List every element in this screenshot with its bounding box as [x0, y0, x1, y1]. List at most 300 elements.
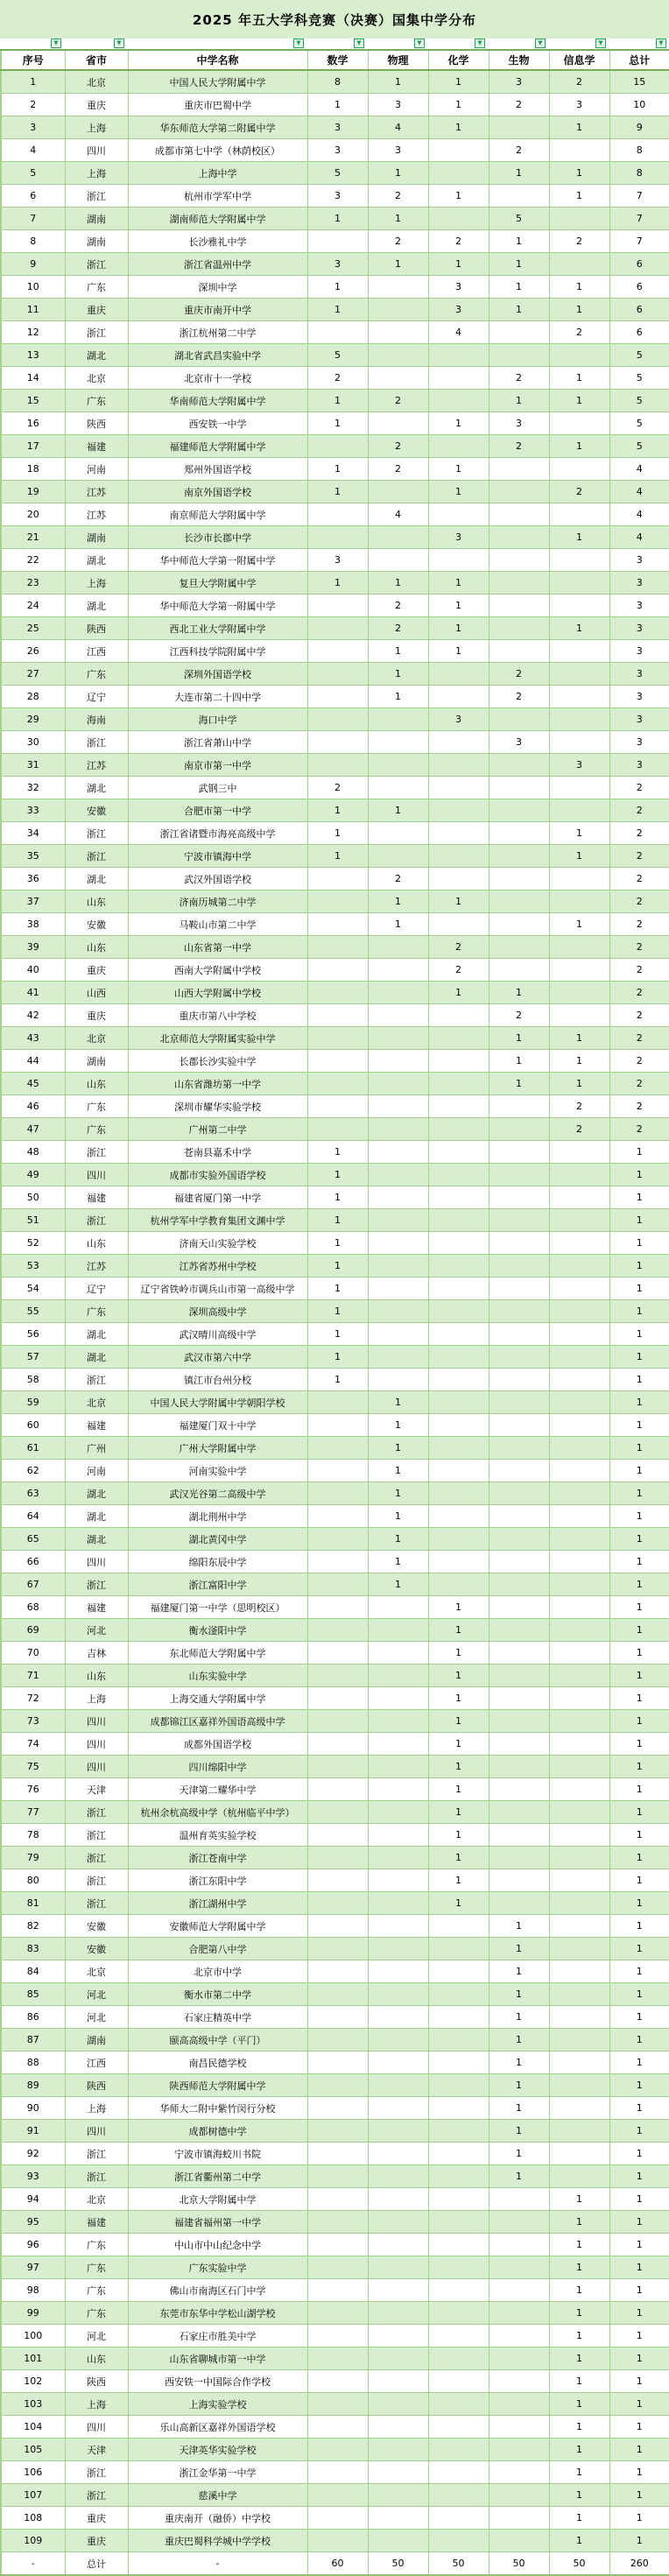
cell-school: 中国人民大学附属中学	[128, 70, 307, 94]
cell-biology	[489, 2416, 549, 2439]
cell-informatics	[549, 1209, 609, 1232]
cell-informatics	[549, 1687, 609, 1710]
cell-physics	[368, 936, 428, 959]
cell-total: 1	[609, 2256, 669, 2279]
cell-physics	[368, 276, 428, 299]
cell-school: 长沙雅礼中学	[128, 230, 307, 253]
cell-total: 2	[609, 959, 669, 982]
table-row	[1, 526, 669, 549]
cell-index: 106	[1, 2461, 65, 2484]
cell-informatics	[549, 686, 609, 708]
cell-physics: 4	[368, 116, 428, 139]
cell-chemistry: 1	[428, 481, 489, 503]
cell-total: 2	[609, 777, 669, 799]
table-row	[1, 1938, 669, 1960]
cell-total: 1	[609, 2393, 669, 2416]
cell-school: 重庆市第八中学校	[128, 1004, 307, 1027]
cell-informatics: 1	[549, 2188, 609, 2211]
cell-informatics	[549, 572, 609, 595]
cell-biology	[489, 1687, 549, 1710]
cell-index: 43	[1, 1027, 65, 1050]
cell-school: 浙江湖州中学	[128, 1892, 307, 1915]
cell-school: 湖北黄冈中学	[128, 1528, 307, 1551]
cell-biology	[489, 913, 549, 936]
cell-math	[307, 640, 368, 663]
cell-informatics	[549, 1277, 609, 1300]
filter-button-province[interactable]	[114, 39, 124, 48]
cell-informatics	[549, 2143, 609, 2165]
cell-math	[307, 1482, 368, 1505]
cell-math: 1	[307, 822, 368, 845]
cell-biology: 1	[489, 2097, 549, 2120]
cell-chemistry	[428, 503, 489, 526]
cell-province: 江苏	[65, 503, 128, 526]
cell-school: 温州育英实验学校	[128, 1824, 307, 1847]
cell-physics: 1	[368, 640, 428, 663]
cell-biology	[489, 503, 549, 526]
cell-informatics	[549, 1232, 609, 1255]
cell-province: 浙江	[65, 845, 128, 868]
cell-total: 1	[609, 2484, 669, 2507]
filter-button-index[interactable]	[51, 39, 61, 48]
cell-biology: 2	[489, 663, 549, 686]
cell-index: 109	[1, 2530, 65, 2552]
cell-physics: 2	[368, 868, 428, 890]
cell-math	[307, 2120, 368, 2143]
filter-button-biology[interactable]	[535, 39, 546, 48]
cell-school: 福建省福州第一中学	[128, 2211, 307, 2234]
cell-chemistry	[428, 344, 489, 367]
cell-physics	[368, 845, 428, 868]
page-title: 2025 年五大学科竞赛（决赛）国集中学分布	[193, 11, 476, 28]
table-row	[1, 503, 669, 526]
table-row	[1, 1824, 669, 1847]
col-header-total: 总计	[609, 50, 669, 70]
cell-math	[307, 2097, 368, 2120]
cell-total: 1	[609, 1847, 669, 1869]
cell-province: 上海	[65, 162, 128, 185]
cell-chemistry	[428, 208, 489, 230]
cell-biology	[489, 2325, 549, 2347]
cell-informatics	[549, 1665, 609, 1687]
cell-chemistry: 1	[428, 1824, 489, 1847]
cell-chemistry	[428, 1551, 489, 1573]
cell-informatics	[549, 253, 609, 276]
table-row	[1, 1847, 669, 1869]
cell-total: 1	[609, 1619, 669, 1642]
table-row	[1, 936, 669, 959]
table-row	[1, 70, 669, 94]
cell-math	[307, 1960, 368, 1983]
cell-index: 107	[1, 2484, 65, 2507]
cell-index: 45	[1, 1073, 65, 1095]
cell-total: 1	[609, 1141, 669, 1164]
cell-physics	[368, 367, 428, 390]
table-row	[1, 1118, 669, 1141]
cell-physics: 1	[368, 1551, 428, 1573]
cell-province: 江苏	[65, 754, 128, 777]
cell-informatics	[549, 1255, 609, 1277]
table-row	[1, 1323, 669, 1346]
cell-school: 合肥第八中学	[128, 1938, 307, 1960]
cell-chemistry	[428, 2279, 489, 2302]
cell-math	[307, 1414, 368, 1437]
cell-province: 浙江	[65, 321, 128, 344]
cell-chemistry	[428, 777, 489, 799]
table-row	[1, 1300, 669, 1323]
cell-school: 杭州学军中学教育集团文渊中学	[128, 1209, 307, 1232]
cell-biology	[489, 481, 549, 503]
cell-total: 1	[609, 1346, 669, 1369]
cell-chemistry	[428, 1983, 489, 2006]
cell-math	[307, 435, 368, 458]
cell-school: 颐高高级中学（平门）	[128, 2029, 307, 2052]
cell-province: 广东	[65, 276, 128, 299]
cell-biology: 1	[489, 390, 549, 412]
cell-biology	[489, 2507, 549, 2530]
cell-index: 44	[1, 1050, 65, 1073]
cell-province: 广东	[65, 390, 128, 412]
cell-province: 广东	[65, 2234, 128, 2256]
cell-informatics: 1	[549, 2393, 609, 2416]
cell-province: 江西	[65, 640, 128, 663]
cell-school: 华东师范大学第二附属中学	[128, 116, 307, 139]
cell-chemistry	[428, 1414, 489, 1437]
cell-province: 福建	[65, 1596, 128, 1619]
cell-school: 深圳高级中学	[128, 1300, 307, 1323]
cell-province: 北京	[65, 70, 128, 94]
cell-physics: 2	[368, 390, 428, 412]
cell-biology	[489, 1346, 549, 1369]
cell-index: 42	[1, 1004, 65, 1027]
cell-math: 1	[307, 1323, 368, 1346]
cell-index: 85	[1, 1983, 65, 2006]
cell-informatics	[549, 1710, 609, 1733]
cell-informatics	[549, 208, 609, 230]
cell-province: 四川	[65, 1164, 128, 1186]
cell-school: 深圳外国语学校	[128, 663, 307, 686]
cell-index: 89	[1, 2074, 65, 2097]
table-row	[1, 1437, 669, 1460]
cell-province: 浙江	[65, 185, 128, 208]
table-row	[1, 2416, 669, 2439]
cell-physics	[368, 1687, 428, 1710]
table-row	[1, 94, 669, 116]
cell-total: 10	[609, 94, 669, 116]
cell-biology: 1	[489, 1027, 549, 1050]
cell-index: 25	[1, 617, 65, 640]
cell-chemistry	[428, 2325, 489, 2347]
cell-province: 湖南	[65, 208, 128, 230]
cell-physics: 1	[368, 1528, 428, 1551]
cell-chemistry	[428, 2006, 489, 2029]
cell-physics	[368, 2165, 428, 2188]
cell-school: 安徽师范大学附属中学	[128, 1915, 307, 1938]
cell-chemistry: 1	[428, 1665, 489, 1687]
cell-province: 湖北	[65, 595, 128, 617]
cell-math: 3	[307, 116, 368, 139]
cell-math: 1	[307, 390, 368, 412]
cell-informatics	[549, 1824, 609, 1847]
filter-dropdown-icon: ▼	[53, 39, 59, 46]
cell-school: 杭州余杭高级中学（杭州临平中学）	[128, 1801, 307, 1824]
cell-informatics	[549, 2052, 609, 2074]
cell-physics: 4	[368, 503, 428, 526]
cell-chemistry	[428, 367, 489, 390]
cell-index: 88	[1, 2052, 65, 2074]
cell-province: 天津	[65, 1778, 128, 1801]
cell-biology: 1	[489, 1915, 549, 1938]
cell-index: 75	[1, 1756, 65, 1778]
cell-biology	[489, 640, 549, 663]
cell-informatics	[549, 2097, 609, 2120]
cell-biology	[489, 572, 549, 595]
cell-index: 7	[1, 208, 65, 230]
table-row	[1, 1255, 669, 1277]
cell-math: 1	[307, 1232, 368, 1255]
filter-button-chemistry[interactable]	[475, 39, 485, 48]
cell-physics: 1	[368, 663, 428, 686]
cell-math	[307, 2234, 368, 2256]
cell-math	[307, 1460, 368, 1482]
cell-informatics	[549, 1778, 609, 1801]
cell-biology	[489, 868, 549, 890]
cell-school: 乐山高新区嘉祥外国语学校	[128, 2416, 307, 2439]
cell-total: 1	[609, 1505, 669, 1528]
cell-physics	[368, 2256, 428, 2279]
cell-biology	[489, 2256, 549, 2279]
cell-province: 重庆	[65, 959, 128, 982]
cell-province: 总计	[65, 2552, 128, 2576]
cell-informatics	[549, 982, 609, 1004]
cell-total: 1	[609, 2347, 669, 2370]
filter-button-total[interactable]	[656, 39, 666, 48]
cell-physics	[368, 2029, 428, 2052]
cell-province: 福建	[65, 1414, 128, 1437]
cell-biology: 1	[489, 1050, 549, 1073]
cell-biology	[489, 1482, 549, 1505]
cell-index: 9	[1, 253, 65, 276]
cell-biology	[489, 1892, 549, 1915]
cell-physics: 2	[368, 435, 428, 458]
cell-informatics	[549, 708, 609, 731]
cell-chemistry	[428, 799, 489, 822]
cell-school: 重庆南开（融侨）中学校	[128, 2507, 307, 2530]
cell-chemistry: 1	[428, 70, 489, 94]
cell-index: 68	[1, 1596, 65, 1619]
cell-index: 61	[1, 1437, 65, 1460]
table-row	[1, 2211, 669, 2234]
cell-informatics	[549, 1596, 609, 1619]
cell-informatics	[549, 959, 609, 982]
cell-province: 北京	[65, 2188, 128, 2211]
cell-total: 5	[609, 435, 669, 458]
cell-informatics: 1	[549, 2484, 609, 2507]
cell-informatics	[549, 412, 609, 435]
cell-school: 江西科技学院附属中学	[128, 640, 307, 663]
cell-school: 浙江省温州中学	[128, 253, 307, 276]
cell-physics	[368, 1277, 428, 1300]
cell-total: 1	[609, 1665, 669, 1687]
table-row	[1, 2074, 669, 2097]
table-row	[1, 708, 669, 731]
cell-province: 四川	[65, 1710, 128, 1733]
cell-informatics	[549, 1414, 609, 1437]
cell-chemistry	[428, 913, 489, 936]
col-header-physics: 物理	[368, 50, 428, 70]
cell-physics: 1	[368, 799, 428, 822]
cell-biology: 2	[489, 435, 549, 458]
cell-biology: 1	[489, 2165, 549, 2188]
cell-math	[307, 890, 368, 913]
cell-province: 河北	[65, 1619, 128, 1642]
cell-informatics	[549, 1869, 609, 1892]
table-row	[1, 1414, 669, 1437]
cell-physics	[368, 1756, 428, 1778]
cell-school: 华中师范大学第一附属中学	[128, 549, 307, 572]
cell-province: 河北	[65, 2006, 128, 2029]
table-row	[1, 982, 669, 1004]
cell-index: 8	[1, 230, 65, 253]
cell-school: 成都外国语学校	[128, 1733, 307, 1756]
cell-school: 浙江省衢州第二中学	[128, 2165, 307, 2188]
cell-school: 广东实验中学	[128, 2256, 307, 2279]
cell-chemistry	[428, 1938, 489, 1960]
cell-informatics: 1	[549, 2347, 609, 2370]
cell-province: 重庆	[65, 94, 128, 116]
cell-informatics	[549, 799, 609, 822]
cell-chemistry	[428, 1391, 489, 1414]
cell-total: 1	[609, 2165, 669, 2188]
cell-index: 73	[1, 1710, 65, 1733]
cell-chemistry	[428, 2256, 489, 2279]
cell-math: 5	[307, 162, 368, 185]
cell-chemistry: 1	[428, 595, 489, 617]
cell-chemistry	[428, 1027, 489, 1050]
cell-total: 1	[609, 1300, 669, 1323]
cell-school: 中山市中山纪念中学	[128, 2234, 307, 2256]
cell-index: 57	[1, 1346, 65, 1369]
cell-index: 26	[1, 640, 65, 663]
cell-chemistry: 2	[428, 959, 489, 982]
cell-math: 1	[307, 1346, 368, 1369]
cell-math	[307, 2530, 368, 2552]
cell-biology: 1	[489, 276, 549, 299]
table-row	[1, 299, 669, 321]
cell-physics	[368, 2279, 428, 2302]
cell-biology	[489, 549, 549, 572]
cell-index: 71	[1, 1665, 65, 1687]
cell-informatics	[549, 1960, 609, 1983]
cell-biology	[489, 1847, 549, 1869]
cell-total: 1	[609, 1573, 669, 1596]
cell-index: 77	[1, 1801, 65, 1824]
cell-chemistry: 1	[428, 94, 489, 116]
table-row	[1, 1801, 669, 1824]
cell-informatics	[549, 1801, 609, 1824]
cell-biology	[489, 1460, 549, 1482]
filter-button-informatics[interactable]	[595, 39, 606, 48]
filter-button-school[interactable]	[293, 39, 304, 48]
cell-math	[307, 2211, 368, 2234]
table-row	[1, 162, 669, 185]
cell-province: 福建	[65, 1186, 128, 1209]
cell-informatics: 1	[549, 1073, 609, 1095]
cell-province: 浙江	[65, 253, 128, 276]
cell-total: 1	[609, 1164, 669, 1186]
cell-total: 1	[609, 2006, 669, 2029]
table-row	[1, 731, 669, 754]
table-row	[1, 2165, 669, 2188]
cell-chemistry: 1	[428, 1756, 489, 1778]
table-row	[1, 1346, 669, 1369]
filter-button-physics[interactable]	[414, 39, 425, 48]
cell-total: 15	[609, 70, 669, 94]
cell-total: 1	[609, 2097, 669, 2120]
cell-province: 上海	[65, 1687, 128, 1710]
cell-total: 1	[609, 1801, 669, 1824]
cell-biology	[489, 1300, 549, 1323]
cell-index: 10	[1, 276, 65, 299]
cell-physics	[368, 1073, 428, 1095]
cell-province: 重庆	[65, 299, 128, 321]
cell-province: 湖北	[65, 1505, 128, 1528]
cell-school: 浙江金华第一中学	[128, 2461, 307, 2484]
cell-math	[307, 2393, 368, 2416]
cell-school: 杭州市学军中学	[128, 185, 307, 208]
cell-index: 53	[1, 1255, 65, 1277]
cell-physics	[368, 1869, 428, 1892]
cell-index: 22	[1, 549, 65, 572]
col-header-province: 省市	[65, 50, 128, 70]
cell-math: 1	[307, 1186, 368, 1209]
cell-school: 浙江富阳中学	[128, 1573, 307, 1596]
cell-index: 37	[1, 890, 65, 913]
cell-math	[307, 1733, 368, 1756]
cell-physics	[368, 2484, 428, 2507]
cell-chemistry: 3	[428, 708, 489, 731]
cell-province: 四川	[65, 1756, 128, 1778]
cell-biology: 2	[489, 94, 549, 116]
cell-province: 广东	[65, 2302, 128, 2325]
cell-school: 长郡长沙实验中学	[128, 1050, 307, 1073]
cell-biology	[489, 890, 549, 913]
cell-physics	[368, 777, 428, 799]
cell-total: 3	[609, 549, 669, 572]
cell-index: 1	[1, 70, 65, 94]
cell-math: 2	[307, 367, 368, 390]
cell-informatics	[549, 663, 609, 686]
cell-school: 湖南师范大学附属中学	[128, 208, 307, 230]
cell-biology	[489, 1505, 549, 1528]
cell-total: 1	[609, 1642, 669, 1665]
cell-school: 深圳市耀华实验学校	[128, 1095, 307, 1118]
cell-school: 四川绵阳中学	[128, 1756, 307, 1778]
cell-total: 1	[609, 1209, 669, 1232]
cell-index: 52	[1, 1232, 65, 1255]
cell-physics	[368, 321, 428, 344]
cell-province: 湖北	[65, 868, 128, 890]
filter-button-math[interactable]	[354, 39, 364, 48]
cell-chemistry: 1	[428, 1892, 489, 1915]
table-row	[1, 185, 669, 208]
cell-informatics	[549, 2029, 609, 2052]
cell-informatics	[549, 1369, 609, 1391]
cell-math: 1	[307, 572, 368, 595]
cell-school: 长沙市长郡中学	[128, 526, 307, 549]
cell-chemistry	[428, 2074, 489, 2097]
cell-index: 15	[1, 390, 65, 412]
